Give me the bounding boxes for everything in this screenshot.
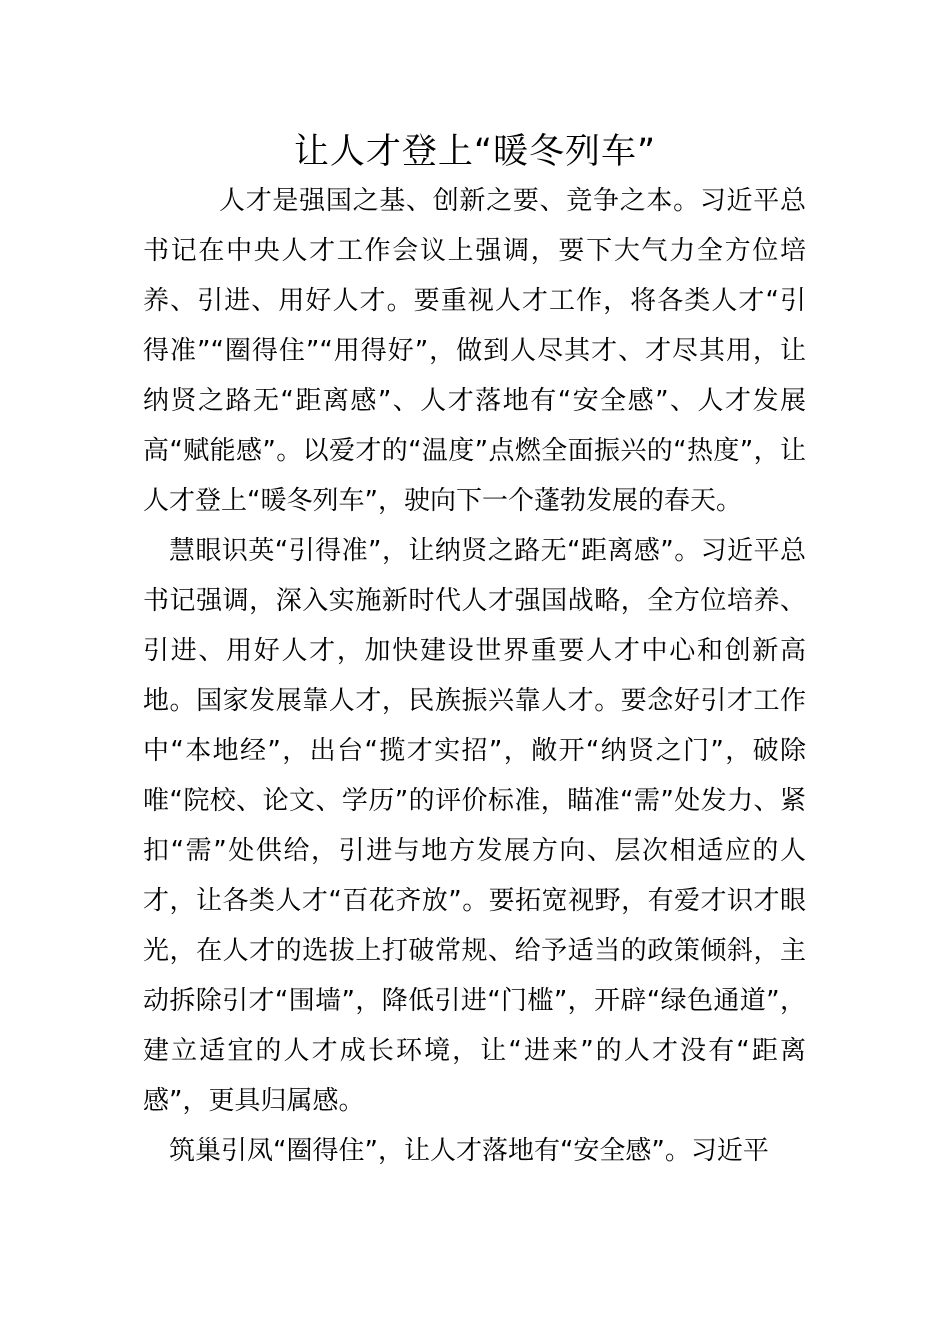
document-body (143, 176, 806, 1176)
document-title: 让人才登上“暖冬列车” (293, 132, 657, 172)
paragraph-retain-talent: 筑巢引凤“圈得住”，让人才落地有“安全感”。习近平 (169, 1136, 769, 1166)
paragraph-recruit-accurately: 慧眼识英“引得准”，让纳贤之路无“距离感”。习近平总书记强调，深入实施新时代人才强国战略，全方位培养、引进、用好人才，加快建设世界重要人才中心和创新高地。国家发展靠人才，民族振兴靠人才。要念好引才工作中“本地经”，出台“揽才实招”，敞开“纳贤之门”，破除唯“院校、论文、学历”的评价标准，瞄准“需”处发力、紧扣“需”处供给，引进与地方发展方向、层次相适应的人才，让各类人才“百花齐放”。要拓宽视野，有爱才识才眼光，在人才的选拔上打破常规、给予适当的政策倾斜，主动拆除引才“围墙”，降低引进“门槛”，开辟“绿色通道”，建立适宜的人才成长环境，让“进来”的人才没有“距离感”，更具归属感。 (143, 536, 806, 1116)
paragraph-intro: 人才是强国之基、创新之要、竞争之本。习近平总书记在中央人才工作会议上强调，要下大气力全方位培养、引进、用好人才。要重视人才工作，将各类人才“引得准”“圈得住”“用得好”，做到人尽其才、才尽其用，让纳贤之路无“距离感”、人才落地有“安全感”、人才发展高“赋能感”。以爱才的“温度”点燃全面振兴的“热度”，让人才登上“暖冬列车”，驶向下一个蓬勃发展的春天。 (143, 186, 806, 516)
